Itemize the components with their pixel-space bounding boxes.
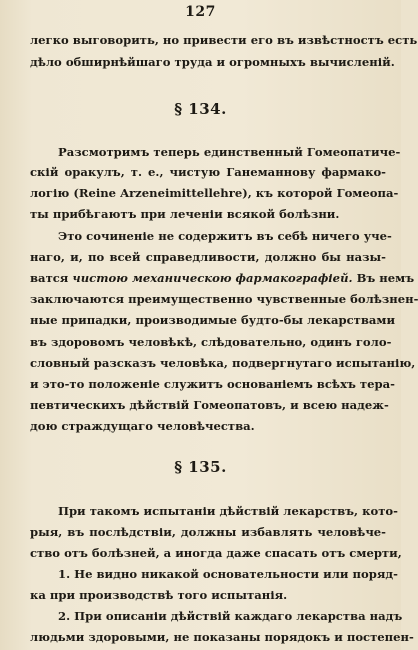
text-line: словный разсказъ человѣка, подвергнутаго испытанію, (30, 356, 416, 370)
text-line: Это сочиненіе не содержитъ въ себѣ ничего уче- (58, 229, 392, 243)
italic-phrase: чистою механическою фармакографіей. (72, 271, 353, 285)
page-number: 127 (185, 4, 216, 20)
text-line: 2. При описаніи дѣйствій каждаго лекарства надъ (58, 609, 403, 623)
text-line: и это-то положеніе служитъ основаніемъ всѣхъ тера- (30, 377, 395, 391)
text-line: легко выговорить, но привести его въ извѣстностъ есть (30, 33, 418, 47)
text-line: наго, и, по всей справедливости, должно бы назы- (30, 250, 386, 264)
text-line: рыя, въ послѣдствіи, должны избавлять человѣче- (30, 525, 386, 539)
text-line: дою страждущаго человѣчества. (30, 419, 255, 433)
section-heading-134: § 134. (174, 100, 227, 118)
text-line: певтическихъ дѣйствій Гомеопатовъ, и всею надеж- (30, 398, 389, 412)
text-line: При такомъ испытаніи дѣйствій лекарствъ, кото- (58, 504, 398, 518)
text-line: людьми здоровыми, не показаны порядокъ и постепен- (30, 630, 414, 644)
text-line-with-italic (30, 271, 415, 285)
text-line: въ здоровомъ человѣкѣ, слѣдовательно, одинъ голо- (30, 335, 392, 349)
text-line: 1. Не видно никакой основательности или поряд- (58, 567, 398, 581)
text-line: ство отъ болѣзней, а иногда даже спасать отъ смерти, (30, 546, 402, 560)
text-line: скій оракулъ, т. е., чистую Ганеманнову фармако- (30, 165, 386, 179)
text-line: ты прибѣгаютъ при леченіи всякой болѣзни. (30, 207, 340, 221)
text-fragment: Въ немъ (352, 271, 415, 285)
text-fragment: ватся (30, 271, 73, 285)
text-line: ные припадки, производимые будто-бы лекарствами (30, 313, 396, 327)
text-line: дѣло обширнѣйшаго труда и огромныхъ вычисленій. (30, 55, 395, 69)
text-line: заключаются преимущественно чувственные болѣзнен- (30, 292, 418, 306)
text-line: Разсмотримъ теперь единственный Гомеопатиче- (58, 145, 401, 159)
text-line: ка при производствѣ того испытанія. (30, 588, 288, 602)
section-heading-135: § 135. (174, 458, 227, 476)
text-line: логію (Reine Arzeneimittellehre), къ которой Гомеопа- (30, 186, 399, 200)
